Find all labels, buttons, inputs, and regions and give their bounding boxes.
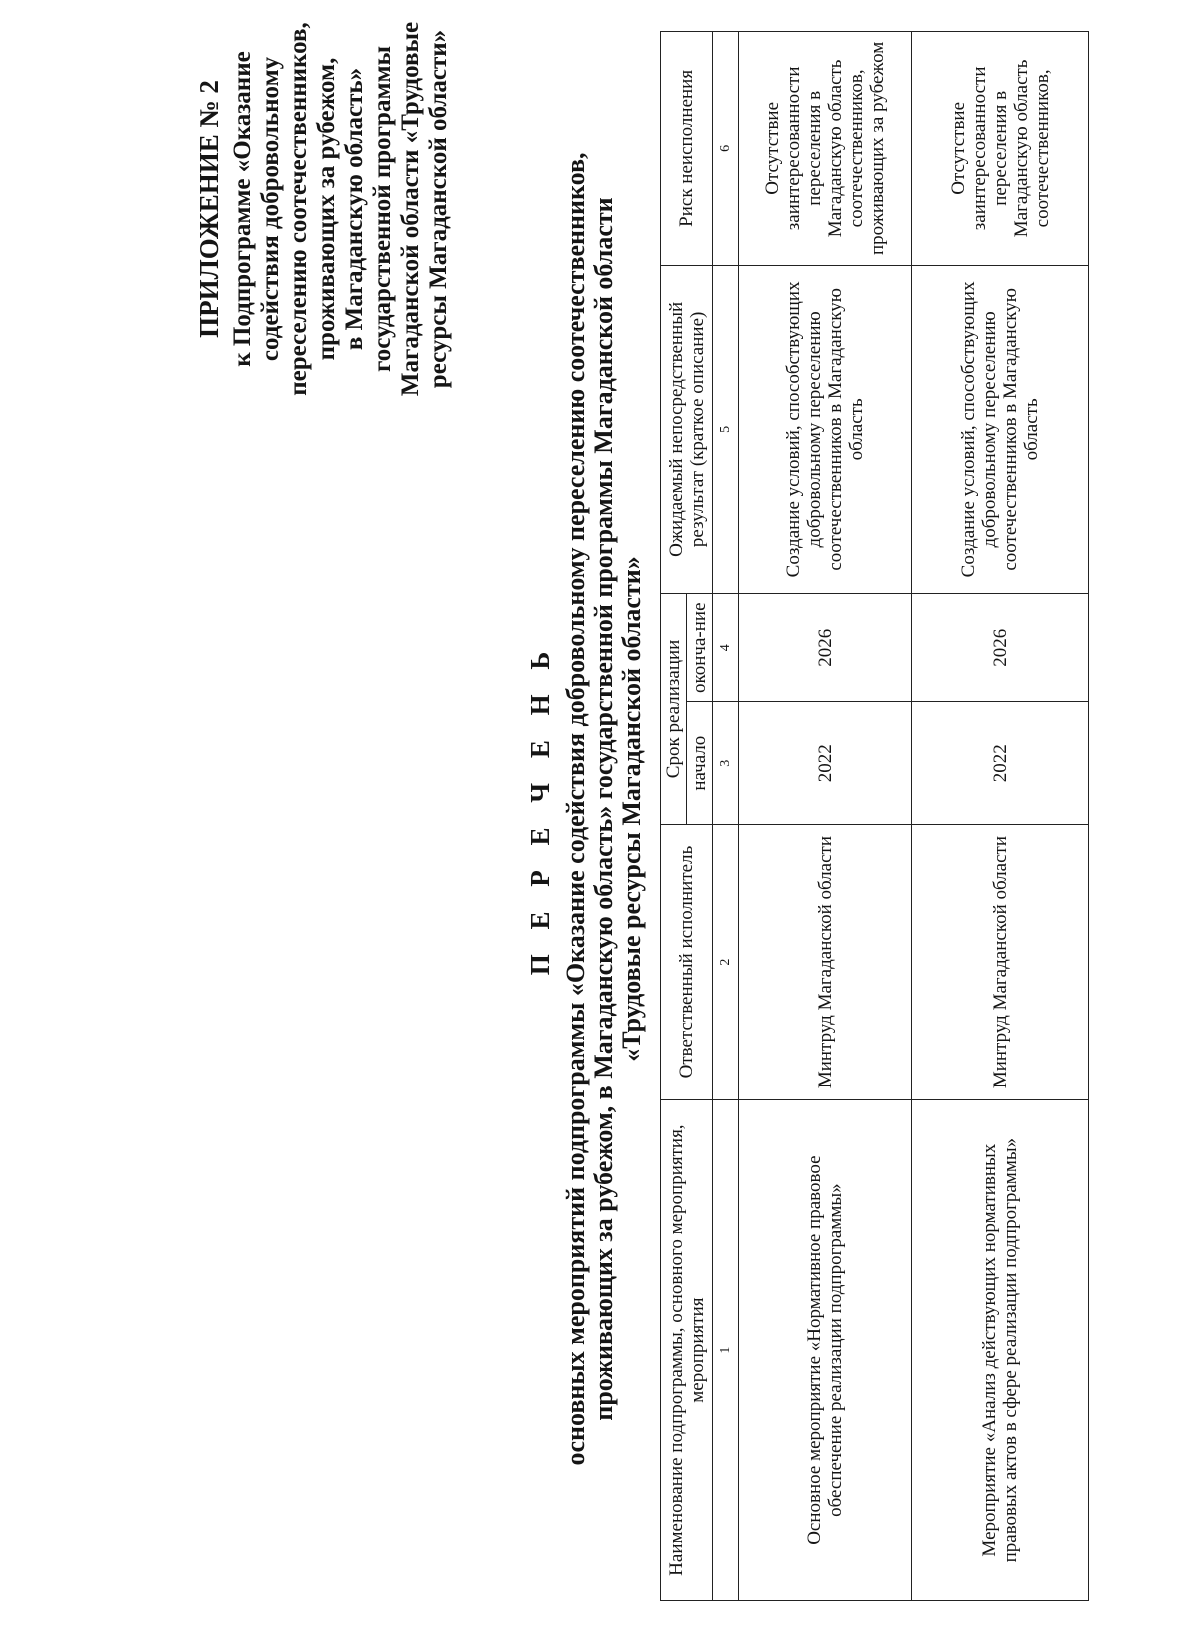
heading-line: проживающих за рубежом, в Магаданскую область» государственной программы Магаданской области (589, 197, 618, 1421)
heading-line: «Трудовые ресурсы Магаданской области» (617, 556, 646, 1062)
column-number: 5 (713, 265, 739, 593)
appendix-line: к Подпрограмме «Оказание (229, 51, 256, 367)
appendix-line: в Магаданскую область» (341, 67, 368, 351)
heading-title: П Е Р Е Ч Е Н Ь (525, 642, 555, 976)
header-term: Срок реализации (661, 593, 687, 824)
cell-end: 2026 (912, 593, 1089, 702)
appendix-line: ресурсы Магаданской области» (425, 29, 452, 389)
list-heading (525, 44, 646, 1574)
cell-result: Создание условий, способствующих добровольному переселению соотечественников в Магаданскую область (912, 265, 1089, 593)
cell-name: Мероприятие «Анализ действующих нормативных правовых актов в сфере реализации подпрограммы» (912, 1100, 1089, 1601)
appendix-line: Магаданской области «Трудовые (397, 21, 424, 397)
cell-risk: Отсутствие заинтересованности переселения в Магаданскую область соотечественников, проживающих за рубежом (739, 32, 912, 266)
column-number: 6 (713, 32, 739, 266)
header-end: оконча-ние (687, 593, 713, 702)
table-row (912, 32, 1089, 1601)
appendix-line: проживающих за рубежом, (313, 57, 340, 361)
cell-name: Основное мероприятие «Нормативное правовое обеспечение реализации подпрограммы» (739, 1100, 912, 1601)
column-number: 3 (713, 702, 739, 824)
header-risk: Риск неисполнения (661, 32, 713, 266)
cell-executor: Минтруд Магаданской области (739, 824, 912, 1099)
header-name: Наименование подпрограммы, основного мероприятия, мероприятия (661, 1100, 713, 1601)
appendix-title: ПРИЛОЖЕНИЕ № 2 (194, 80, 224, 338)
column-number-row (713, 32, 739, 1601)
appendix-line: государственной программы (369, 45, 396, 373)
column-number: 1 (713, 1100, 739, 1601)
column-number: 2 (713, 824, 739, 1099)
measures-table (660, 31, 1089, 1601)
cell-result: Создание условий, способствующих добровольному переселению соотечественников в Магаданскую область (739, 265, 912, 593)
table-row (739, 32, 912, 1601)
header-result: Ожидаемый непосредственный результат (краткое описание) (661, 265, 713, 593)
appendix-line: переселению соотечественников, (285, 22, 312, 396)
heading-line: основных мероприятий подпрограммы «Оказание содействия добровольному переселению соотечественников, (561, 152, 590, 1466)
cell-executor: Минтруд Магаданской области (912, 824, 1089, 1099)
header-start: начало (687, 702, 713, 824)
cell-start: 2022 (739, 702, 912, 824)
table-header-row (661, 32, 687, 1601)
cell-risk: Отсутствие заинтересованности переселения в Магаданскую область соотечественников, (912, 32, 1089, 266)
cell-start: 2022 (912, 702, 1089, 824)
appendix-line: содействия добровольному (257, 56, 284, 362)
header-executor: Ответственный исполнитель (661, 824, 713, 1099)
appendix-block (195, 9, 453, 409)
column-number: 4 (713, 593, 739, 702)
cell-end: 2026 (739, 593, 912, 702)
